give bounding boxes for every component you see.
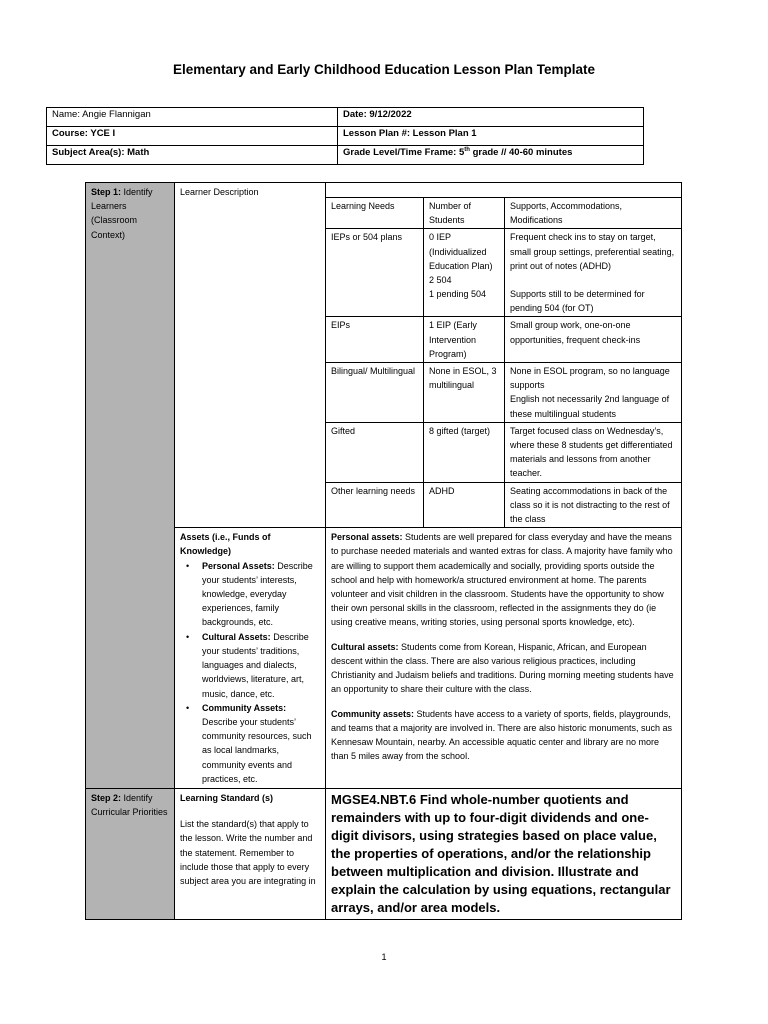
header-info-table [46, 107, 644, 165]
need-supports-line: None in ESOL program, so no language supports [510, 366, 670, 391]
cultural-assets-paragraph [331, 640, 676, 697]
assets-description-cell [326, 528, 682, 789]
asset-desc: Describe your students’ interests, knowledge, everyday experiences, family backgrounds, etc. [202, 560, 313, 628]
personal-assets-text: Students are well prepared for class everyday and have the means to purchase needed materials and wanted extras for class. A majority have family who are willing to support them academically and socially, providing sports outside the school and help with homework/a structured environment at home. The parents volunteer and visit children in the classroom. Students have the opportunity to show their own personal skills in the classroom, reflected in the assignments they do (ie using creative means, writing stories, using personal sports knowledge, etc). [331, 532, 673, 628]
name-cell: Name: Angie Flannigan [47, 108, 338, 127]
lesson-plan-cell: Lesson Plan #: Lesson Plan 1 [338, 127, 644, 146]
step1-label-rest: Identify Learners (Classroom Context) [91, 187, 153, 240]
learning-needs-table [326, 198, 681, 527]
need-name: IEPs or 504 plans [326, 229, 424, 317]
needs-row [326, 363, 681, 423]
learning-standard-text: MGSE4.NBT.6 Find whole-number quotients and remainders with up to four-digit dividends and one-digit divisors, using strategies based on place value, the properties of operations, and/or the relationship between multiplication and division. Illustrate and explain the calculation by using equations, rectangular arrays, and/or area models. [326, 788, 682, 919]
needs-header-1: Number of Students [424, 198, 505, 229]
need-supports: Small group work, one-on-one opportunities, frequent check-ins [505, 317, 682, 363]
cultural-assets-text: Students come from Korean, Hispanic, African, and European descent within the class. There are also various religious practices, including Christianity and Judaism beliefs and traditions. During morning meeting students have an opportunity to share their culture with the class. [331, 641, 674, 695]
needs-row [326, 422, 681, 482]
learning-standard-instructions: List the standard(s) that apply to the lesson. Write the number and the statement. Remember to include those that apply to every subject area you are integrating in [180, 819, 316, 886]
assets-list-item [202, 701, 320, 786]
asset-title: Cultural Assets: [202, 631, 271, 642]
need-supports: Target focused class on Wednesday’s, where these 8 students get differentiated materials and lessons from another teacher. [505, 422, 682, 482]
asset-desc: Describe your students’ community resources, such as local landmarks, community events and practices, etc. [202, 716, 312, 784]
asset-title: Personal Assets: [202, 560, 275, 571]
assets-list-item [202, 559, 320, 630]
need-name: Bilingual/ Multilingual [326, 363, 424, 423]
lesson-plan-table [85, 182, 682, 920]
page-title: Elementary and Early Childhood Education Lesson Plan Template [172, 62, 596, 77]
need-supports [505, 229, 682, 317]
need-number-line: 0 IEP (Individualized Education Plan) [429, 232, 493, 271]
needs-row [326, 229, 681, 317]
step1-label-cell [86, 183, 175, 789]
grade-suffix: grade // 40-60 minutes [469, 147, 573, 158]
learner-description-label: Learner Description [175, 183, 326, 528]
assets-list [180, 559, 320, 786]
need-supports: Seating accommodations in back of the class so it is not distracting to the rest of the class [505, 482, 682, 527]
subject-cell: Subject Area(s): Math [47, 146, 338, 165]
date-cell: Date: 9/12/2022 [338, 108, 644, 127]
need-number: 1 EIP (Early Intervention Program) [424, 317, 505, 363]
need-number-line: 1 pending 504 [429, 289, 487, 300]
grade-cell [338, 146, 644, 165]
step2-label-bold: Step 2: [91, 792, 122, 803]
learning-needs-cell [326, 183, 682, 528]
needs-row [326, 317, 681, 363]
need-name: Gifted [326, 422, 424, 482]
needs-row [326, 482, 681, 527]
need-supports-line: English not necessarily 2nd language of these multilingual students [510, 394, 670, 419]
need-supports-line: Frequent check ins to stay on target, small group settings, preferential seating, print out of notes (ADHD) [510, 232, 675, 271]
community-assets-label: Community assets: [331, 708, 415, 719]
assets-list-item [202, 630, 320, 701]
personal-assets-paragraph [331, 530, 676, 629]
page-number: 1 [381, 952, 387, 962]
learning-standard-heading: Learning Standard (s) [180, 792, 274, 803]
needs-header-0: Learning Needs [326, 198, 424, 229]
learning-standard-cell [175, 788, 326, 919]
need-number: None in ESOL, 3 multilingual [424, 363, 505, 423]
grade-sup: th [464, 146, 470, 153]
community-assets-paragraph [331, 707, 676, 764]
asset-desc: Describe your students’ traditions, languages and dialects, worldviews, literature, art, music, dance, etc. [202, 631, 309, 699]
need-number: 8 gifted (target) [424, 422, 505, 482]
step1-label-bold: Step 1: [91, 187, 122, 197]
course-cell: Course: YCE I [47, 127, 338, 146]
community-assets-text: Students have access to a variety of sports, fields, playgrounds, and teams that a majority are involved in. There are also historic monuments, such as Kennesaw Mountain, nearby. An accessible aquatic center and library are no more than 5 miles away from the school. [331, 708, 672, 762]
need-number: ADHD [424, 482, 505, 527]
need-name: Other learning needs [326, 482, 424, 527]
personal-assets-label: Personal assets: [331, 532, 403, 543]
asset-title: Community Assets: [202, 702, 287, 713]
step2-label-cell [86, 788, 175, 919]
need-number [424, 229, 505, 317]
needs-header-2: Supports, Accommodations, Modifications [505, 198, 682, 229]
grade-prefix: Grade Level/Time Frame: 5 [343, 147, 465, 158]
need-number-line: 2 504 [429, 275, 452, 286]
assets-heading: Assets (i.e., Funds of Knowledge) [180, 532, 271, 557]
need-supports-line: Supports still to be determined for pending 504 (for OT) [510, 289, 645, 314]
assets-cell [175, 528, 326, 789]
need-supports [505, 363, 682, 423]
need-name: EIPs [326, 317, 424, 363]
step2-label-rest: Identify Curricular Priorities [91, 792, 168, 818]
cultural-assets-label: Cultural assets: [331, 641, 399, 652]
